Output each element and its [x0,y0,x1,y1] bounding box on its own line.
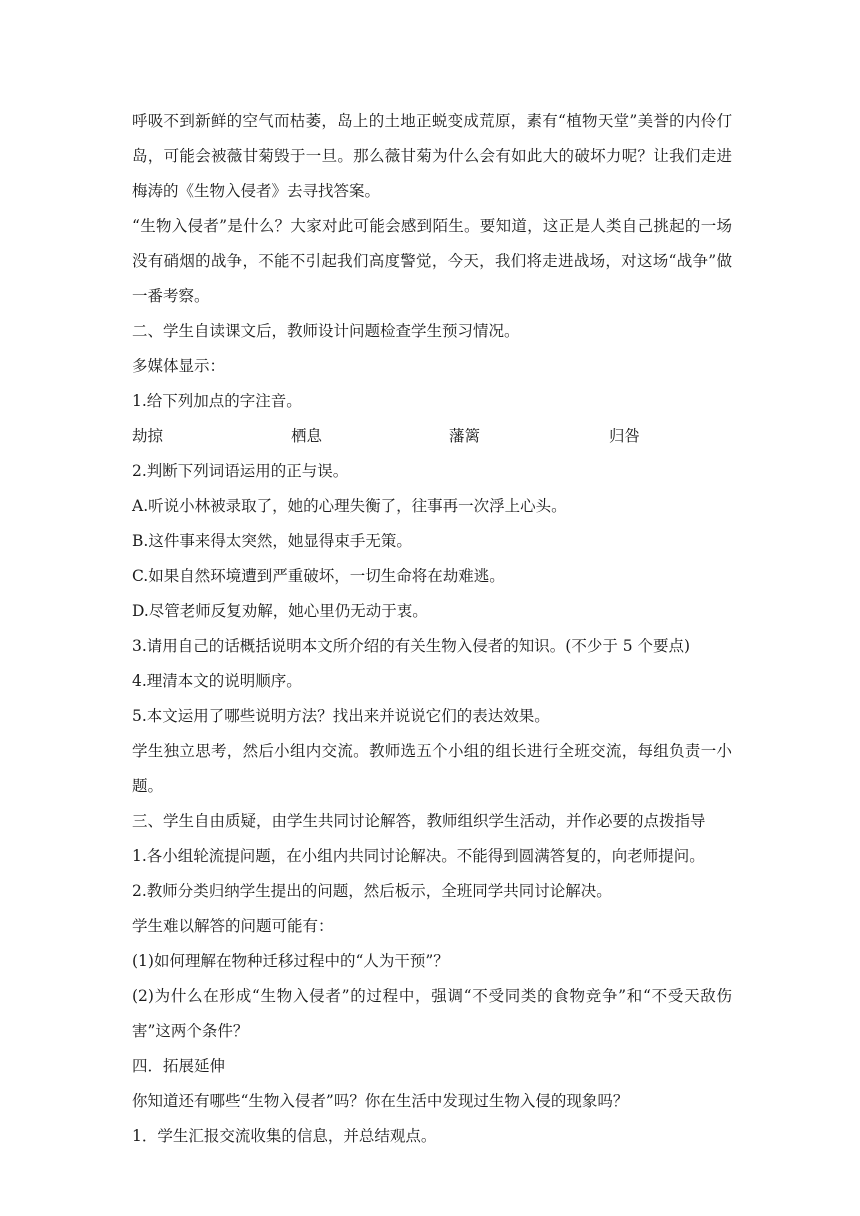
word-item: 归咎 [609,427,641,445]
section-3-item-1: 1.各小组轮流提问题，在小组内共同讨论解决。不能得到圆满答复的，向老师提问。 [132,847,705,865]
section-2-heading: 二、学生自读课文后，教师设计问题检查学生预习情况。 [132,322,520,340]
question-2-option-b: B.这件事来得太突然，她显得束手无策。 [132,532,412,550]
intro-paragraph-1: 呼吸不到新鲜的空气而枯萎，岛上的土地正蜕变成荒原，素有“植物天堂”美誉的内伶仃岛，可能会被薇甘菊毁于一旦。那么薇甘菊为什么会有如此大的破坏力呢？让我们走进梅涛的《生物入侵者》去寻找答案。 [132,112,732,200]
student-activity-paragraph: 学生独立思考，然后小组内交流。教师选五个小组的组长进行全班交流，每组负责一小题。 [132,742,732,795]
word-item: 劫掠 [132,427,164,445]
question-2-option-c: C.如果自然环境遭到严重破坏，一切生命将在劫难逃。 [132,567,505,585]
word-item: 栖息 [291,427,323,445]
hard-question-1: (1)如何理解在物种迁移过程中的“人为干预”？ [132,952,449,970]
multimedia-label: 多媒体显示： [132,357,226,375]
question-2-option-a: A.听说小林被录取了，她的心理失衡了，往事再一次浮上心头。 [132,497,567,515]
section-4-question: 你知道还有哪些“生物入侵者”吗？你在生活中发现过生物入侵的现象吗？ [132,1092,629,1110]
word-item: 藩篱 [449,427,481,445]
question-3: 3.请用自己的话概括说明本文所介绍的有关生物入侵者的知识。(不少于 5 个要点) [132,637,691,655]
section-4-heading: 四．拓展延伸 [132,1057,226,1075]
intro-paragraph-2: “生物入侵者”是什么？大家对此可能会感到陌生。要知道，这正是人类自己挑起的一场没有硝烟的战争，不能不引起我们高度警觉，今天，我们将走进战场，对这场“战争”做一番考察。 [132,217,732,305]
hard-questions-label: 学生难以解答的问题可能有： [132,917,334,935]
question-5: 5.本文运用了哪些说明方法？找出来并说说它们的表达效果。 [132,707,550,725]
section-3-item-2: 2.教师分类归纳学生提出的问题，然后板示，全班同学共同讨论解决。 [132,882,612,900]
section-3-heading: 三、学生自由质疑，由学生共同讨论解答，教师组织学生活动，并作必要的点拨指导 [132,812,706,830]
document-body [132,104,732,1154]
question-1-word-list [132,419,732,454]
question-1: 1.给下列加点的字注音。 [132,392,302,410]
question-2: 2.判断下列词语运用的正与误。 [132,462,349,480]
question-4: 4.理清本文的说明顺序。 [132,672,302,690]
hard-question-2: (2)为什么在形成“生物入侵者”的过程中，强调“不受同类的食物竞争”和“不受天敌伤害”这两个条件？ [132,987,732,1040]
section-4-item-1: 1．学生汇报交流收集的信息，并总结观点。 [132,1127,437,1145]
question-2-option-d: D.尽管老师反复劝解，她心里仍无动于衷。 [132,602,428,620]
